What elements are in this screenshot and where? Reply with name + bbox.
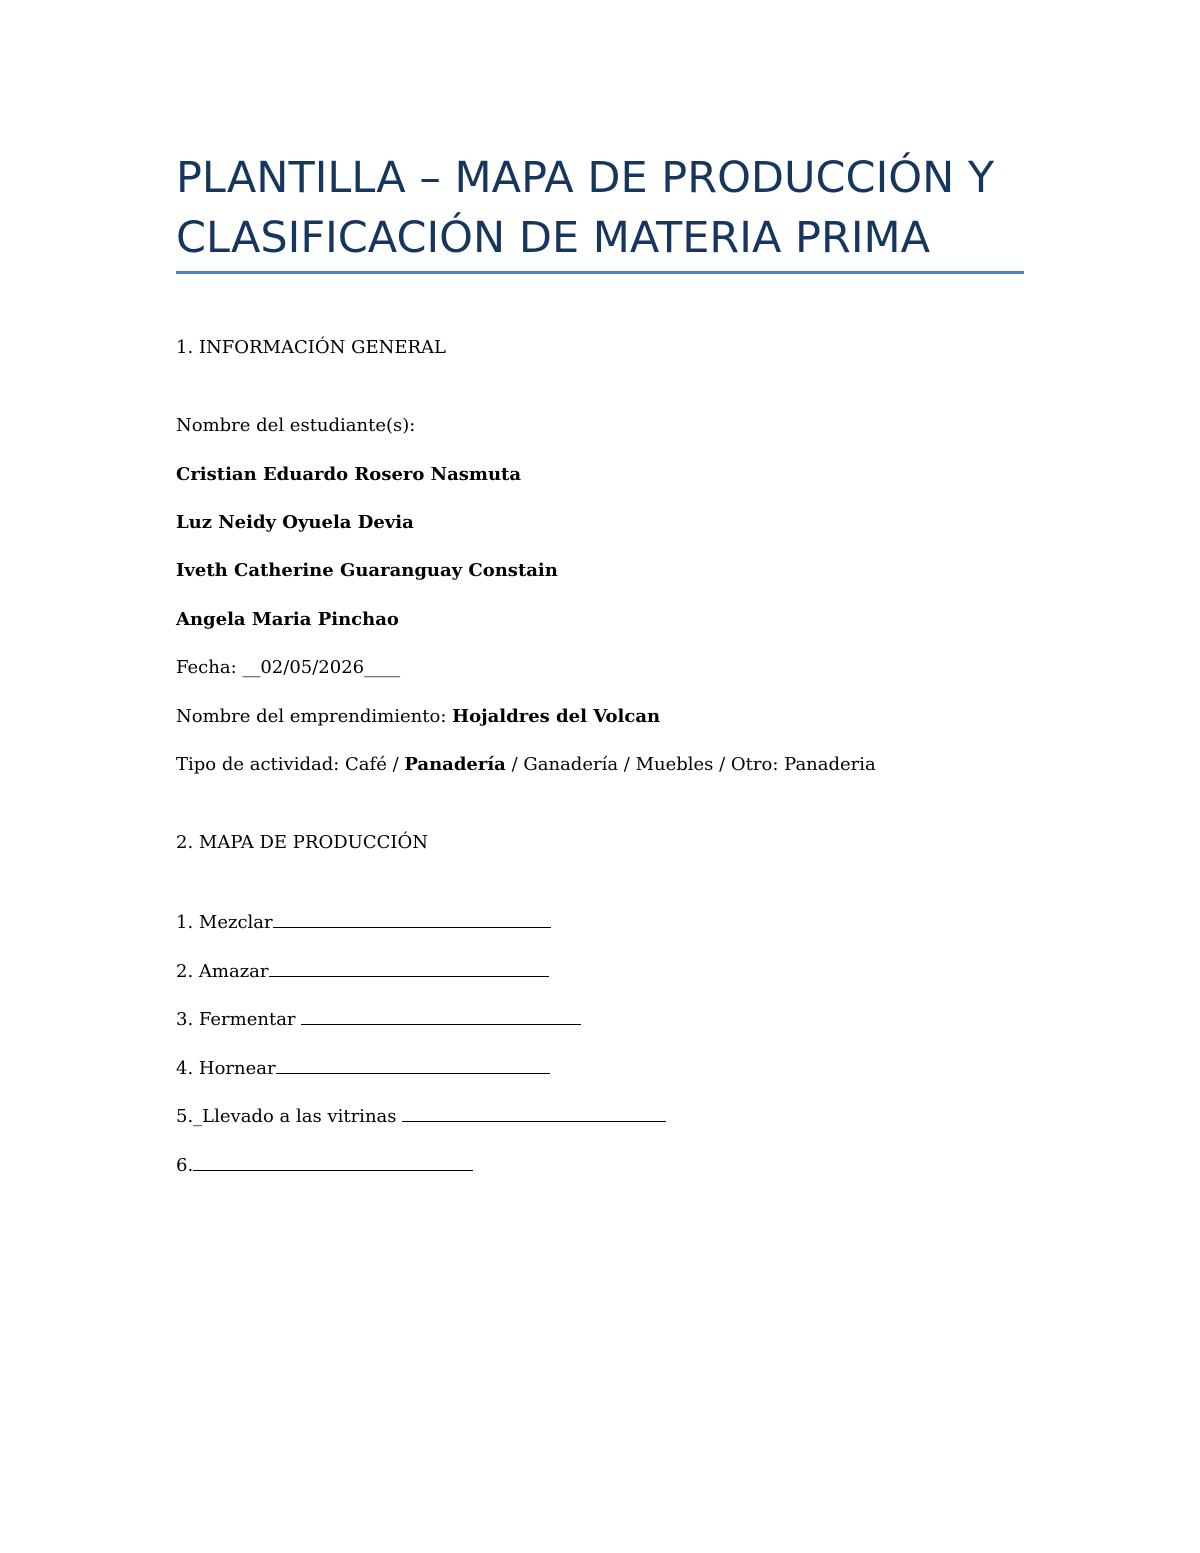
production-step <box>176 1152 473 1178</box>
student-name: Cristian Eduardo Rosero Nasmuta <box>176 464 522 485</box>
production-step <box>176 1103 666 1129</box>
step-blank-line <box>273 909 551 928</box>
activity-options-rest: / Ganadería / Muebles / Otro: Panaderia <box>505 754 876 775</box>
date-label: Fecha: __ <box>176 657 261 678</box>
activity-label: Tipo de actividad: Café / <box>176 754 405 775</box>
business-label: Nombre del emprendimiento: <box>176 706 453 727</box>
step-blank-line <box>402 1103 666 1122</box>
document-title <box>176 148 1024 268</box>
title-line-2: CLASIFICACIÓN DE MATERIA PRIMA <box>176 213 931 263</box>
step-label: 3. Fermentar <box>176 1009 302 1030</box>
section-2-heading: 2. MAPA DE PRODUCCIÓN <box>176 832 428 853</box>
step-blank-line <box>276 1055 550 1074</box>
step-label: 2. Amazar <box>176 961 269 982</box>
business-value: Hojaldres del Volcan <box>452 706 661 727</box>
production-step <box>176 909 551 935</box>
section-1-heading: 1. INFORMACIÓN GENERAL <box>176 337 447 358</box>
activity-type-field <box>176 753 876 777</box>
step-blank-line <box>193 1152 473 1171</box>
step-label: 5._Llevado a las vitrinas <box>176 1106 403 1127</box>
title-underline <box>176 271 1024 274</box>
date-value: 02/05/2026 <box>260 657 365 678</box>
step-label: 1. Mezclar <box>176 912 273 933</box>
production-step <box>176 1055 550 1081</box>
student-name: Iveth Catherine Guaranguay Constain <box>176 560 558 581</box>
student-name: Luz Neidy Oyuela Devia <box>176 512 414 533</box>
production-step <box>176 1006 581 1032</box>
activity-selected: Panadería <box>404 754 506 775</box>
students-label: Nombre del estudiante(s): <box>176 415 416 436</box>
production-step <box>176 958 549 984</box>
step-label: 6. <box>176 1155 194 1176</box>
student-name: Angela Maria Pinchao <box>176 609 399 630</box>
date-field <box>176 656 400 680</box>
step-label: 4. Hornear <box>176 1058 276 1079</box>
date-trailing: ____ <box>364 657 401 678</box>
title-line-1: PLANTILLA – MAPA DE PRODUCCIÓN Y <box>176 153 995 203</box>
step-blank-line <box>301 1006 581 1025</box>
step-blank-line <box>269 958 549 977</box>
business-name-field <box>176 705 660 729</box>
